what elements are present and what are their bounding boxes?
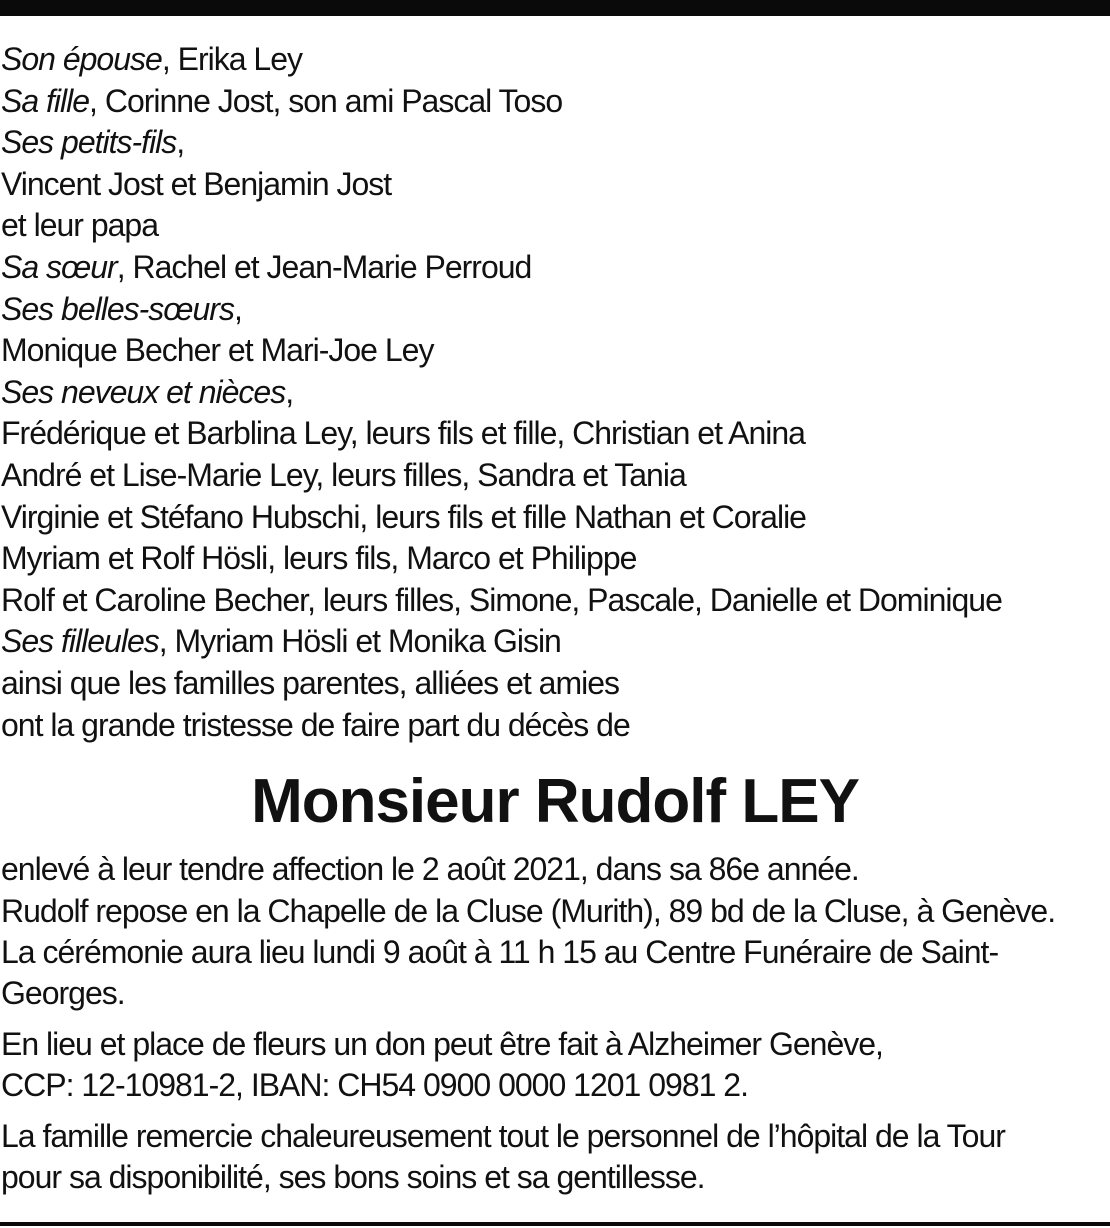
- thanks-line-1: La famille remercie chaleureusement tout le personnel de l’hôpital de la Tour: [1, 1117, 1005, 1154]
- family-line-grandsons-names: Vincent Jost et Benjamin Jost: [1, 165, 392, 202]
- family-line-relatives: ainsi que les familles parentes, alliées et amies: [1, 664, 619, 701]
- deceased-name: Monsieur Rudolf LEY: [251, 767, 859, 837]
- family-line-daughter: Sa fille, Corinne Jost, son ami Pascal Toso: [1, 82, 563, 119]
- top-border-rule: [0, 0, 1110, 16]
- family-line-nephews-heading: Ses neveux et nièces,: [1, 373, 294, 410]
- family-line-sister: Sa sœur, Rachel et Jean-Marie Perroud: [1, 248, 532, 285]
- family-list: [1, 39, 1109, 746]
- family-line-father: et leur papa: [1, 207, 159, 244]
- family-line-grandsons-heading: Ses petits-fils,: [1, 124, 185, 161]
- family-line-sisters-in-law-names: Monique Becher et Mari-Joe Ley: [1, 332, 434, 369]
- family-line-nephew-1: Frédérique et Barblina Ley, leurs fils et fille, Christian et Anina: [1, 415, 805, 452]
- bottom-border-rule: [0, 1222, 1110, 1226]
- family-line-sisters-in-law-heading: Ses belles-sœurs,: [1, 290, 242, 327]
- family-line-nephew-2: André et Lise-Marie Ley, leurs filles, Sandra et Tania: [1, 456, 686, 493]
- family-line-nephew-5: Rolf et Caroline Becher, leurs filles, Simone, Pascale, Danielle et Dominique: [1, 581, 1002, 618]
- donation-line-1: En lieu et place de fleurs un don peut être fait à Alzheimer Genève,: [1, 1025, 883, 1062]
- family-line-nephew-3: Virginie et Stéfano Hubschi, leurs fils et fille Nathan et Coralie: [1, 498, 806, 535]
- death-line-chapel: Rudolf repose en la Chapelle de la Cluse (Murith), 89 bd de la Cluse, à Genève.: [1, 892, 1056, 929]
- family-line-goddaughters: Ses filleules, Myriam Hösli et Monika Gisin: [1, 623, 561, 660]
- obituary-notice: [1, 39, 1109, 1198]
- donation-line-2: CCP: 12-10981-2, IBAN: CH54 0900 0000 1201 0981 2.: [1, 1067, 748, 1104]
- death-line-ceremony-cont: Georges.: [1, 975, 125, 1012]
- thanks-paragraph: [1, 1116, 1109, 1199]
- donation-paragraph: [1, 1024, 1109, 1107]
- family-line-spouse: Son épouse, Erika Ley: [1, 41, 302, 77]
- death-line-ceremony: La cérémonie aura lieu lundi 9 août à 11 h 15 au Centre Funéraire de Saint-: [1, 933, 999, 970]
- family-line-nephew-4: Myriam et Rolf Hösli, leurs fils, Marco et Philippe: [1, 540, 637, 577]
- death-line-date: enlevé à leur tendre affection le 2 août 2021, dans sa 86e année.: [1, 851, 859, 888]
- thanks-line-2: pour sa disponibilité, ses bons soins et sa gentillesse.: [1, 1158, 705, 1195]
- family-line-announcement: ont la grande tristesse de faire part du décès de: [1, 706, 630, 743]
- death-paragraph: [1, 849, 1109, 1015]
